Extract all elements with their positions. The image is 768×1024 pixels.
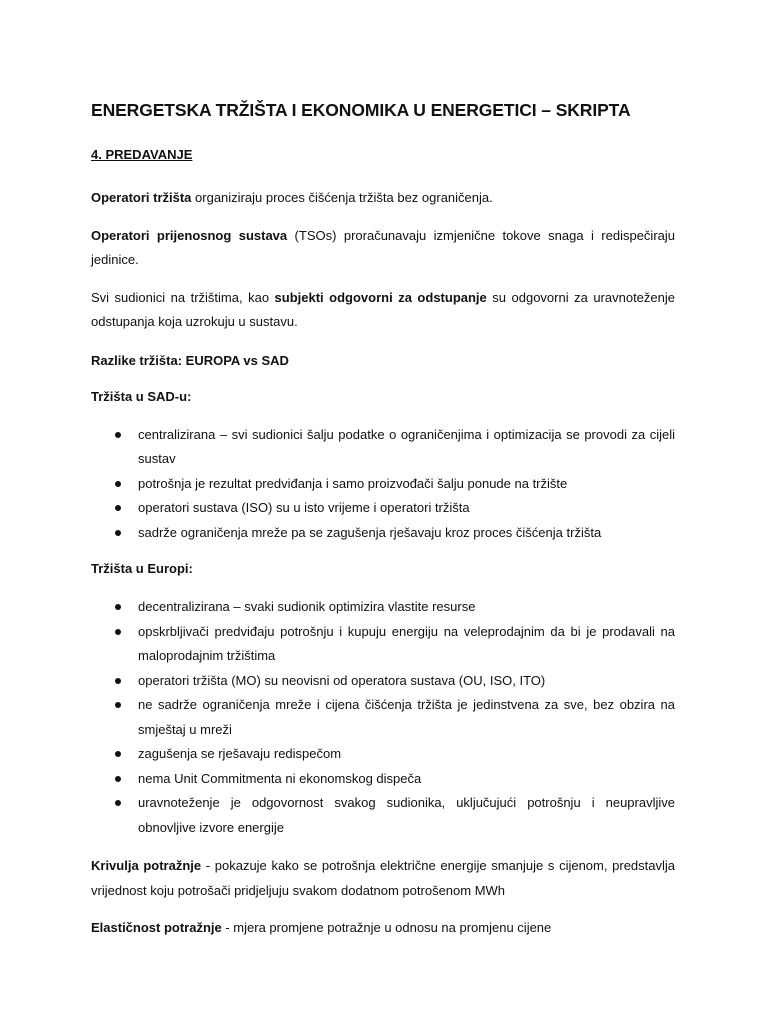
paragraph-text: Svi sudionici na tržištima, kao — [91, 289, 275, 305]
bullet-icon — [115, 530, 121, 536]
list-item: potrošnja je rezultat predviđanja i samo proizvođači šalju ponude na tržište — [91, 472, 675, 497]
list-item: uravnoteženje je odgovornost svakog sudionika, uključujući potrošnju i neupravljive obnovljive izvore energije — [91, 791, 675, 840]
paragraph-market-operators — [91, 186, 675, 211]
list-item: nema Unit Commitmenta ni ekonomskog dispeča — [91, 767, 675, 792]
list-item: sadrže ograničenja mreže pa se zagušenja rješavaju kroz proces čišćenja tržišta — [91, 521, 675, 546]
paragraph-demand-curve — [91, 854, 675, 903]
paragraph-elasticity — [91, 916, 675, 941]
bullet-icon — [115, 481, 121, 487]
list-item: centralizirana – svi sudionici šalju podatke o ograničenjima i optimizacija se provodi za cijeli sustav — [91, 423, 675, 472]
list-item: operatori sustava (ISO) su u isto vrijeme i operatori tržišta — [91, 496, 675, 521]
heading-differences: Razlike tržišta: EUROPA vs SAD — [91, 352, 289, 368]
paragraph-tso — [91, 224, 675, 273]
list-item: operatori tržišta (MO) su neovisni od operatora sustava (OU, ISO, ITO) — [91, 669, 675, 694]
paragraph-balancing — [91, 286, 675, 335]
usa-markets-list — [91, 423, 675, 546]
bullet-icon — [115, 702, 121, 708]
bullet-icon — [115, 800, 121, 806]
paragraph-text: (TSOs) proračunavaju izmjenične tokove snaga i redispečiraju jedinice. — [91, 227, 675, 267]
list-item: decentralizirana – svaki sudionik optimizira vlastite resurse — [91, 595, 675, 620]
paragraph-text: organiziraju proces čišćenja tržišta bez ograničenja. — [191, 190, 493, 205]
bullet-icon — [115, 505, 121, 511]
term-tso: Operatori prijenosnog sustava — [91, 227, 288, 243]
term-balance-responsible: subjekti odgovorni za odstupanje — [274, 289, 487, 305]
list-item: opskrbljivači predviđaju potrošnju i kupuju energiju na veleprodajnim da bi je prodavali na maloprodajnim tržištima — [91, 620, 675, 669]
paragraph-text: su odgovorni za uravnoteženje odstupanja koja uzrokuju u sustavu. — [91, 289, 675, 329]
paragraph-text: - pokazuje kako se potrošnja električne energije smanjuje s cijenom, predstavlja vrijednost koju potrošači pridjeljuju svakom dodatnom potrošenom MWh — [91, 858, 675, 898]
europe-markets-list — [91, 595, 675, 840]
bullet-icon — [115, 678, 121, 684]
heading-europe-markets: Tržišta u Europi: — [91, 561, 193, 576]
bullet-icon — [115, 776, 121, 782]
bullet-icon — [115, 751, 121, 757]
document-title: ENERGETSKA TRŽIŠTA I EKONOMIKA U ENERGETICI – SKRIPTA — [91, 100, 631, 120]
bullet-icon — [115, 629, 121, 635]
bullet-icon — [115, 604, 121, 610]
term-market-operators: Operatori tržišta — [91, 190, 192, 205]
heading-usa-markets: Tržišta u SAD-u: — [91, 388, 192, 404]
list-item: ne sadrže ograničenja mreže i cijena čišćenja tržišta je jedinstvena za sve, bez obzira na smještaj u mreži — [91, 693, 675, 742]
bullet-icon — [115, 432, 121, 438]
section-heading: 4. PREDAVANJE — [91, 147, 193, 162]
term-demand-elasticity: Elastičnost potražnje — [91, 920, 222, 935]
term-demand-curve: Krivulja potražnje — [91, 858, 202, 873]
list-item: zagušenja se rješavaju redispečom — [91, 742, 675, 767]
paragraph-text: - mjera promjene potražnje u odnosu na promjenu cijene — [221, 920, 552, 935]
